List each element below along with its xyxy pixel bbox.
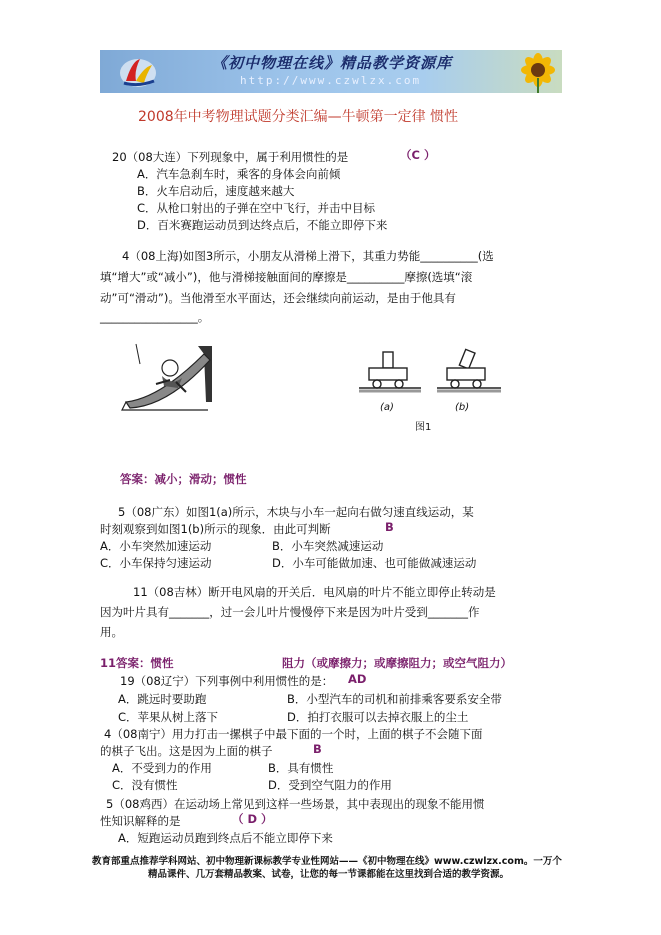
header-banner bbox=[100, 50, 562, 93]
q11-answer-label: 11答案：惯性 bbox=[100, 656, 174, 670]
figure-label-a: (a) bbox=[380, 402, 394, 413]
q20-stem: 20（08大连）下列现象中，属于利用惯性的是 bbox=[112, 150, 349, 164]
cart-block-figure bbox=[355, 338, 515, 434]
q4-nanning-option-a: A．不受到力的作用 bbox=[112, 761, 212, 775]
q5-guangdong-option-b: B．小车突然减速运动 bbox=[272, 539, 384, 553]
q4-nanning-line2: 的棋子飞出。这是因为上面的棋子 bbox=[100, 744, 273, 758]
q20-option-b: B．火车启动后，速度越来越大 bbox=[137, 184, 295, 198]
q11-line1: 11（08吉林）断开电风扇的开关后．电风扇的叶片不能立即停止转动是 bbox=[133, 585, 496, 599]
q20-option-d: D．百米赛跑运动员到达终点后，不能立即停下来 bbox=[137, 218, 388, 232]
q20-option-a: A．汽车急刹车时，乘客的身体会向前倾 bbox=[137, 167, 341, 181]
banner-url[interactable]: http://www.czwlzx.com bbox=[240, 74, 422, 87]
q5-jixi-line1: 5（08鸡西）在运动场上常见到这样一些场景，其中表现出的现象不能用惯 bbox=[106, 797, 485, 811]
q4-nanning-option-b: B．具有惯性 bbox=[268, 761, 334, 775]
q19-option-b: B．小型汽车的司机和前排乘客要系安全带 bbox=[287, 692, 502, 706]
q20-option-c: C．从枪口射出的子弹在空中飞行，并击中目标 bbox=[137, 201, 376, 215]
q4-shanghai-answer: 答案：减小；滑动；惯性 bbox=[120, 472, 247, 486]
q4-nanning-answer: B bbox=[313, 742, 322, 756]
q5-guangdong-line1: 5（08广东）如图1(a)所示，木块与小车一起向右做匀速直线运动，某 bbox=[118, 505, 474, 519]
q5-guangdong-option-d: D．小车可能做加速、也可能做减速运动 bbox=[272, 556, 477, 570]
site-logo-icon bbox=[118, 53, 158, 89]
q4-nanning-option-c: C．没有惯性 bbox=[112, 778, 178, 792]
q19-option-d: D．拍打衣服可以去掉衣服上的尘土 bbox=[287, 710, 469, 724]
q4-nanning-line1: 4（08南宁）用力打击一摞棋子中最下面的一个时，上面的棋子不会随下面 bbox=[104, 727, 483, 741]
figure-caption: 图1 bbox=[415, 422, 432, 433]
q5-guangdong-answer: B bbox=[385, 520, 394, 534]
q11-line3: 用。 bbox=[100, 625, 123, 639]
q4-shanghai-line4: _________________。 bbox=[100, 310, 210, 324]
q20-answer: （C ） bbox=[400, 148, 436, 162]
footer-line2: 精品课件、几万套精品教案、试卷，让您的每一节课都能在这里找到合适的教学资源。 bbox=[148, 869, 510, 880]
q4-nanning-option-d: D．受到空气阻力的作用 bbox=[268, 778, 392, 792]
q5-jixi-line2: 性知识解释的是 bbox=[100, 814, 181, 828]
q5-jixi-option-a: A．短跑运动员跑到终点后不能立即停下来 bbox=[118, 831, 333, 845]
q4-shanghai-line3: 动”可“滑动”)。当他滑至水平面达，还会继续向前运动，是由于他具有 bbox=[100, 291, 456, 305]
q19-answer: AD bbox=[348, 672, 367, 686]
q19-option-c: C．苹果从树上落下 bbox=[118, 710, 219, 724]
page-title: 2008年中考物理试题分类汇编—牛顿第一定律 惯性 bbox=[138, 109, 459, 125]
slide-illustration bbox=[120, 340, 220, 412]
banner-title: 《初中物理在线》精品教学资源库 bbox=[212, 54, 453, 72]
sunflower-icon bbox=[508, 50, 562, 93]
q5-guangdong-option-a: A．小车突然加速运动 bbox=[100, 539, 212, 553]
q5-guangdong-line2: 时刻观察到如图1(b)所示的现象．由此可判断 bbox=[100, 522, 331, 536]
q4-shanghai-line2: 填“增大”或“减小”)，他与滑梯接触面间的摩擦是__________摩擦(选填“滚 bbox=[100, 270, 473, 284]
q5-jixi-answer: （ D ） bbox=[232, 812, 273, 826]
q11-answer-rest: 阻力（或摩擦力；或摩擦阻力；或空气阻力） bbox=[282, 656, 512, 670]
figure-label-b: (b) bbox=[455, 402, 470, 413]
q4-shanghai-line1: 4（08上海)如图3所示，小朋友从滑梯上滑下，其重力势能__________(选 bbox=[122, 249, 494, 263]
footer-line1: 教育部重点推荐学科网站、初中物理新课标教学专业性网站——《初中物理在线》www.czwlzx.com。一万个 bbox=[92, 856, 562, 867]
q5-guangdong-option-c: C．小车保持匀速运动 bbox=[100, 556, 212, 570]
q19-stem: 19（08辽宁）下列事例中利用惯性的是： bbox=[120, 674, 334, 688]
q19-option-a: A．跳远时要助跑 bbox=[118, 692, 207, 706]
q11-line2: 因为叶片具有_______，过一会儿叶片慢慢停下来是因为叶片受到_______作 bbox=[100, 605, 480, 619]
